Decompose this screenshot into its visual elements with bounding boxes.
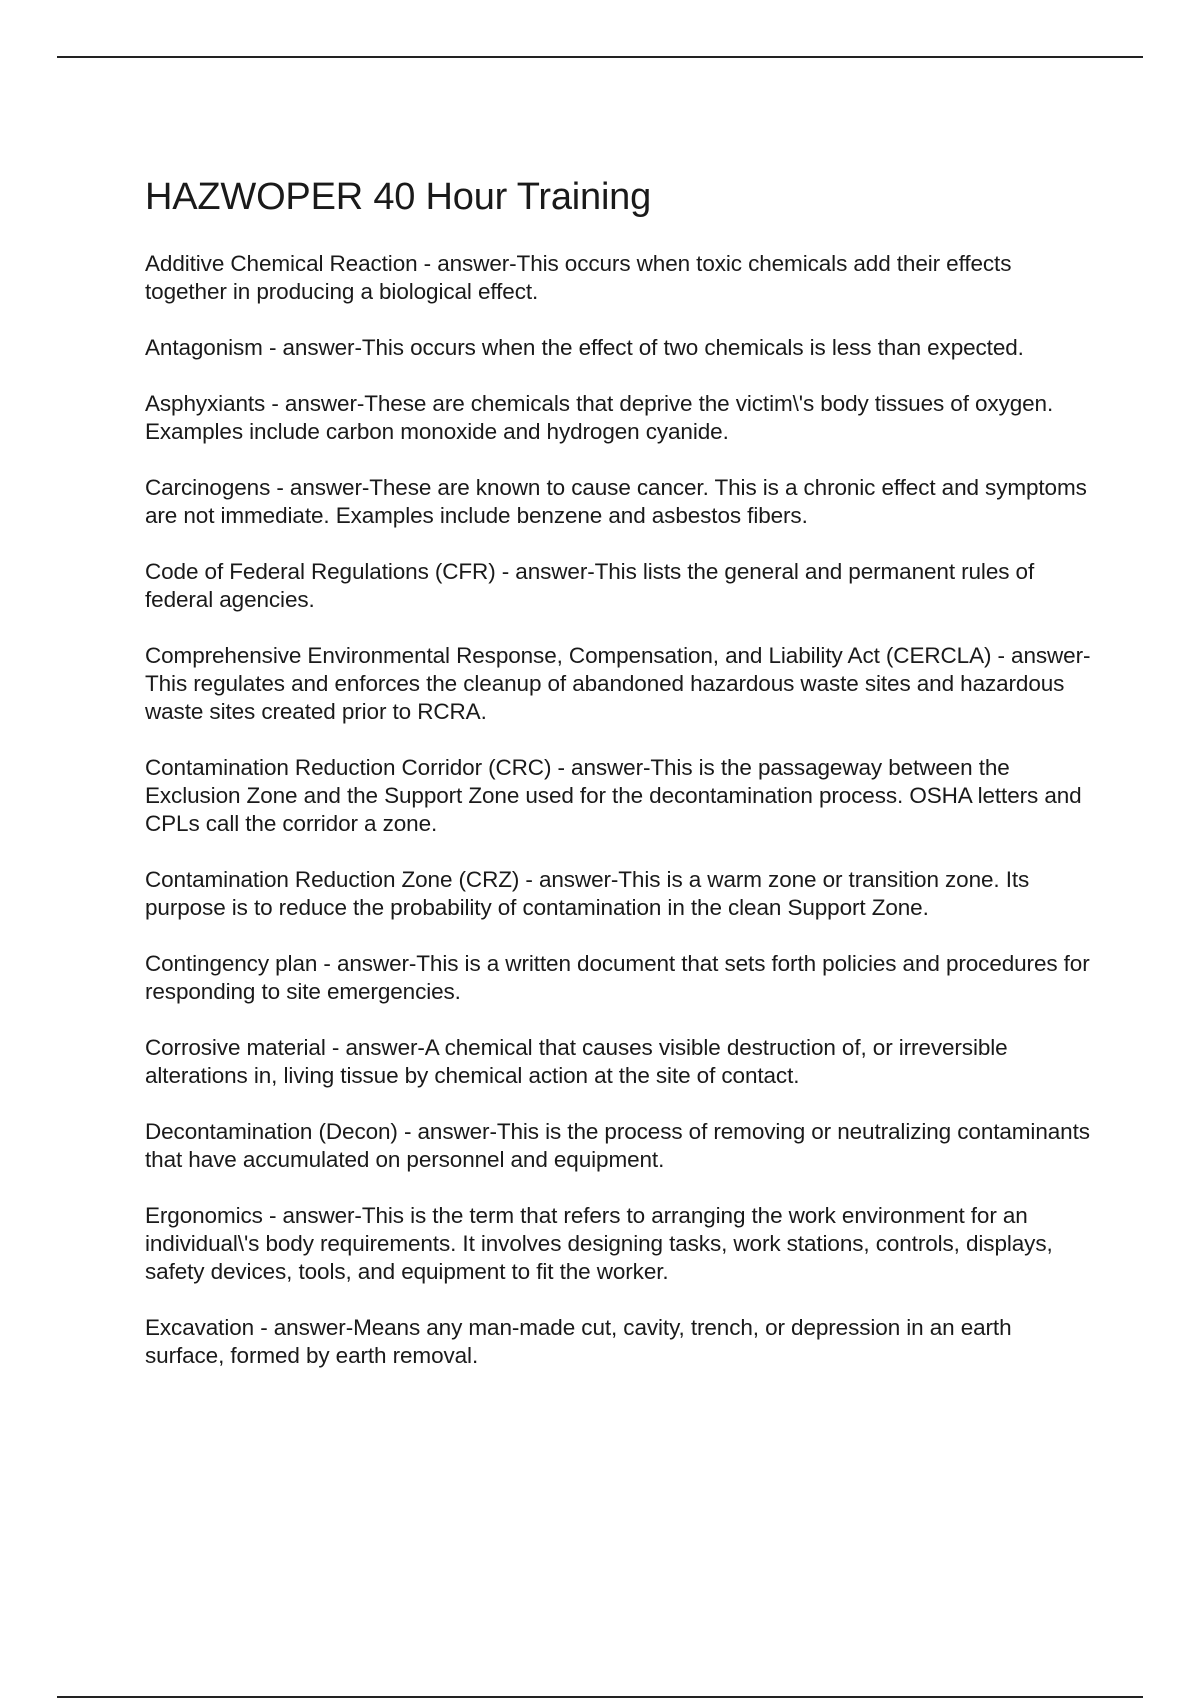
glossary-entry: Decontamination (Decon) - answer-This is the process of removing or neutralizing contaminants that have accumulated on personnel and equipment. [145,1119,1090,1172]
glossary-entry: Contamination Reduction Zone (CRZ) - answer-This is a warm zone or transition zone. Its purpose is to reduce the probability of contamination in the clean Support Zone. [145,867,1030,920]
glossary-entry: Contingency plan - answer-This is a written document that sets forth policies and procedures for responding to site emergencies. [145,951,1090,1004]
glossary-entry: Additive Chemical Reaction - answer-This occurs when toxic chemicals add their effects together in producing a biological effect. [145,251,1012,304]
document-title: HAZWOPER 40 Hour Training [145,176,652,218]
document-body [145,168,1095,1398]
glossary-entry: Antagonism - answer-This occurs when the effect of two chemicals is less than expected. [145,335,1024,360]
glossary-entry: Asphyxiants - answer-These are chemicals that deprive the victim\'s body tissues of oxygen. Examples include carbon monoxide and hydrogen cyanide. [145,391,1054,444]
glossary-entry: Corrosive material - answer-A chemical that causes visible destruction of, or irreversible alterations in, living tissue by chemical action at the site of contact. [145,1035,1008,1088]
glossary-entry: Carcinogens - answer-These are known to cause cancer. This is a chronic effect and symptoms are not immediate. Examples include benzene and asbestos fibers. [145,475,1087,528]
glossary-entry: Excavation - answer-Means any man-made cut, cavity, trench, or depression in an earth surface, formed by earth removal. [145,1315,1012,1368]
glossary-list [145,250,1095,1370]
glossary-entry: Code of Federal Regulations (CFR) - answer-This lists the general and permanent rules of federal agencies. [145,559,1035,612]
footer-divider [57,1696,1143,1698]
glossary-entry: Comprehensive Environmental Response, Compensation, and Liability Act (CERCLA) - answer-This regulates and enforces the cleanup of abandoned hazardous waste sites and hazardous waste sites created prior to RCRA. [145,643,1091,724]
glossary-entry: Contamination Reduction Corridor (CRC) - answer-This is the passageway between the Exclusion Zone and the Support Zone used for the decontamination process. OSHA letters and CPLs call the corridor a zone. [145,755,1082,836]
header-divider [57,56,1143,58]
glossary-entry: Ergonomics - answer-This is the term that refers to arranging the work environment for an individual\'s body requirements. It involves designing tasks, work stations, controls, displays, safety devices, tools, and equipment to fit the worker. [145,1203,1053,1284]
